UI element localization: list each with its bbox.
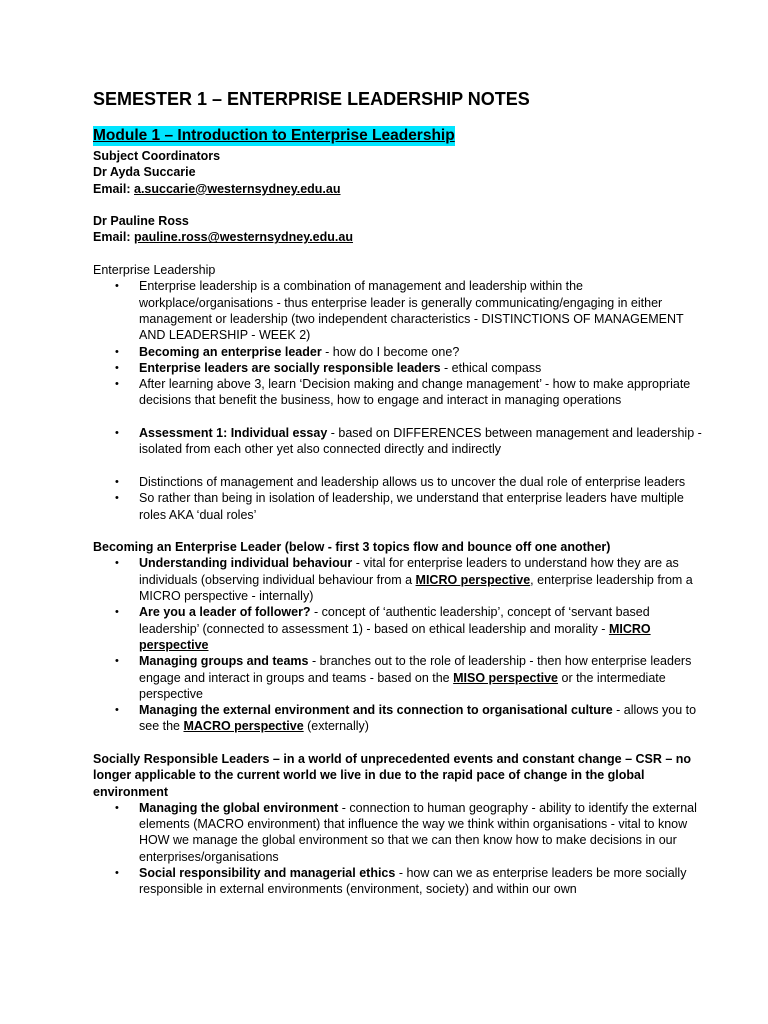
email-label: Email: [93, 181, 134, 196]
list-item: • Enterprise leadership is a combination of management and leadership within the workplace/organisations - thus enterprise leader is generally communicating/engaging in either management or leadership (two independent characteristics - DISTINCTIONS OF MANAGEMENT AND LEADERSHIP - WEEK 2) [139, 278, 708, 343]
module-heading: Module 1 – Introduction to Enterprise Leadership [93, 127, 455, 144]
section-heading-enterprise-leadership: Enterprise Leadership [93, 263, 216, 278]
list-item: • Understanding individual behaviour - vital for enterprise leaders to understand how they are as individuals (observing individual behaviour from a MICRO perspective, enterprise leadership from a MICRO perspective - internally) [139, 555, 708, 604]
list-item: • Assessment 1: Individual essay - based on DIFFERENCES between management and leadership - isolated from each other yet also connected directly and indirectly [139, 425, 708, 458]
document-title: SEMESTER 1 – ENTERPRISE LEADERSHIP NOTES [93, 89, 530, 109]
socially-responsible-list [93, 800, 708, 898]
email-label: Email: [93, 230, 134, 245]
list-item: • Enterprise leaders are socially responsible leaders - ethical compass [139, 360, 708, 376]
list-item: • Distinctions of management and leadership allows us to uncover the dual role of enterprise leaders [139, 474, 708, 490]
enterprise-leadership-list [93, 278, 708, 408]
coordinators-heading: Subject Coordinators [93, 149, 221, 163]
list-item: • Managing groups and teams - branches out to the role of leadership - then how enterprise leaders engage and interact in groups and teams - based on the MISO perspective or the intermediate perspective [139, 653, 708, 702]
assessment-list [93, 425, 708, 458]
coordinator-1-email-row [93, 181, 708, 197]
coordinator-2-email-row [93, 229, 708, 245]
becoming-leader-list [93, 555, 708, 734]
list-item: • Social responsibility and managerial ethics - how can we as enterprise leaders be more socially responsible in external environments (environment, society) and within our own [139, 865, 708, 898]
coordinator-1-name: Dr Ayda Succarie [93, 165, 196, 180]
list-item: • Becoming an enterprise leader - how do I become one? [139, 344, 708, 360]
section-heading-becoming-leader: Becoming an Enterprise Leader (below - first 3 topics flow and bounce off one another) [93, 540, 611, 555]
coordinator-1-email-link[interactable]: a.succarie@westernsydney.edu.au [134, 181, 341, 196]
list-item: • Managing the global environment - connection to human geography - ability to identify the external elements (MACRO environment) that influence the way we think within organisations - vital to know HOW we manage the global environment so that we can then know how to make decisions in our enterprises/organisations [139, 800, 708, 865]
distinctions-list [93, 474, 708, 523]
list-item: • Are you a leader of follower? - concept of ‘authentic leadership’, concept of ‘servant based leadership’ (connected to assessment 1) - based on ethical leadership and morality - MICRO perspective [139, 604, 708, 653]
list-item: • After learning above 3, learn ‘Decision making and change management’ - how to make appropriate decisions that benefit the business, how to engage and interact in managing operations [139, 376, 708, 409]
coordinator-2-email-link[interactable]: pauline.ross@westernsydney.edu.au [134, 230, 353, 245]
coordinator-2-name: Dr Pauline Ross [93, 214, 189, 229]
section-heading-socially-responsible: Socially Responsible Leaders – in a world of unprecedented events and constant change – CSR – no longer applicable to the current world we live in due to the rapid pace of change in the global environment [93, 751, 692, 799]
list-item: • Managing the external environment and its connection to organisational culture - allows you to see the MACRO perspective (externally) [139, 702, 708, 735]
list-item: • So rather than being in isolation of leadership, we understand that enterprise leaders have multiple roles AKA ‘dual roles’ [139, 490, 708, 523]
